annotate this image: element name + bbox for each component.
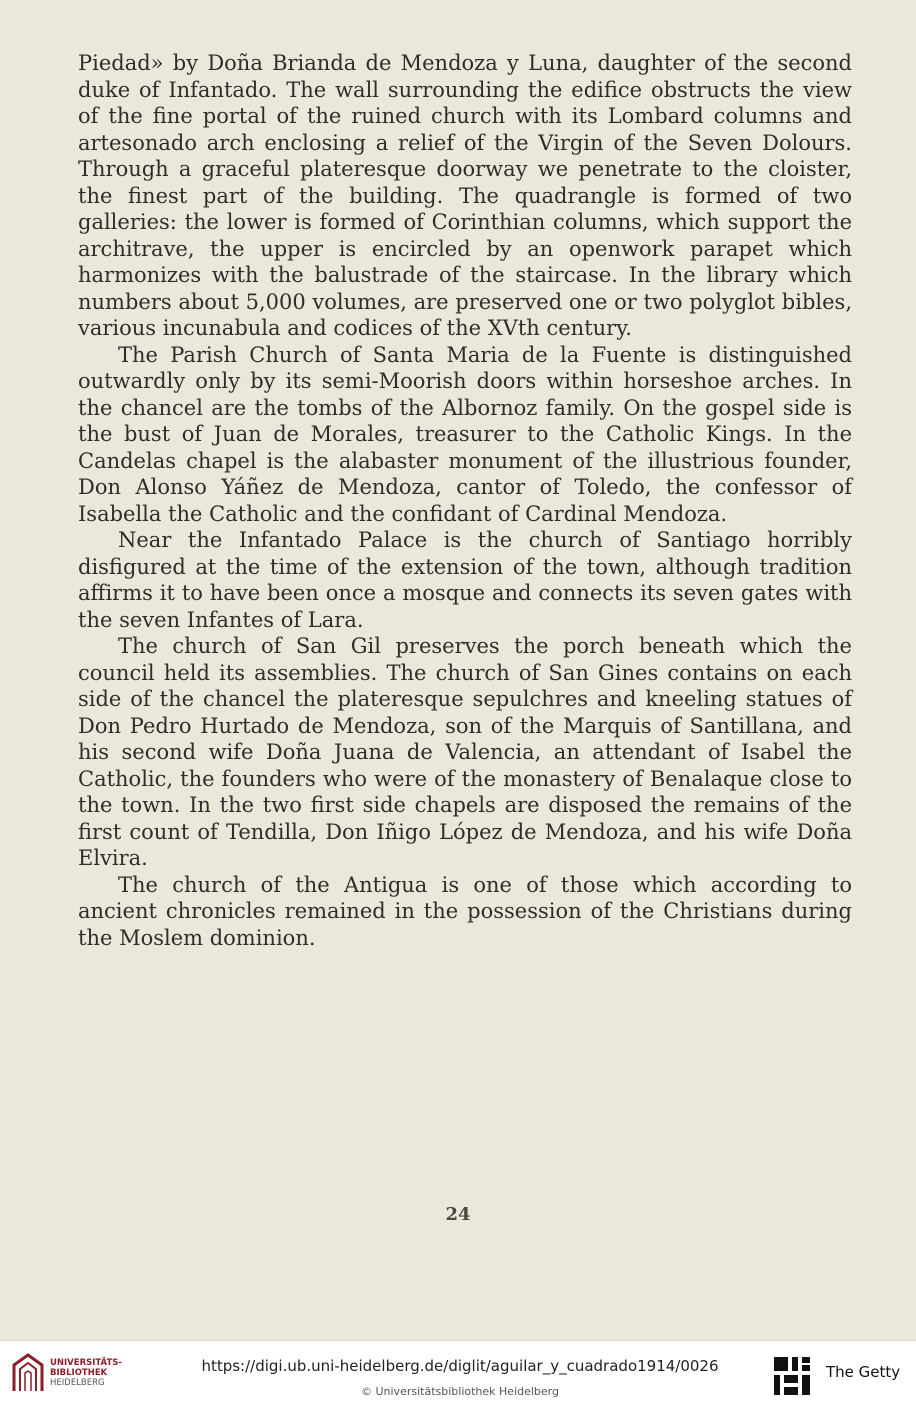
partner-name: The Getty	[826, 1363, 901, 1381]
paragraph: The church of San Gil preserves the porch beneath which the council held its assemblies. The church of San Gines contains on each side of the chancel the plateresque sepulchres and kneeling statues of Don Pedro Hurtado de Mendoza, son of the Marquis of Santillana, and his second wife Doña Juana de Valencia, an attendant of Isabel the Catholic, the founders who were of the monastery of Benalaque close to the town. In the two first side chapels are disposed the remains of the first count of Tendilla, Don Iñigo López de Mendoza, and his wife Doña Elvira.	[78, 634, 852, 870]
page-number: 24	[445, 1204, 471, 1225]
paragraph: The Parish Church of Santa Maria de la Fuente is distinguished outwardly only by its semi-Moorish doors within horseshoe arches. In the chancel are the tombs of the Albornoz family. On the gospel side is the bust of Juan de Morales, treasurer to the Catholic Kings. In the Candelas chapel is the alabaster monument of the illustrious founder, Don Alonso Yáñez de Mendoza, cantor of Toledo, the confessor of Isabella the Catholic and the confidant of Cardinal Mendoza.	[78, 342, 852, 526]
university-logo-icon	[10, 1351, 46, 1395]
viewer-footer	[0, 1340, 916, 1409]
getty-logo-icon	[772, 1355, 812, 1399]
body-text	[78, 50, 852, 951]
paragraph: Piedad» by Doña Brianda de Mendoza y Luna, daughter of the second duke of Infantado. The wall surrounding the edifice obstructs the view of the fine portal of the ruined church with its Lombard columns and artesonado arch enclosing a relief of the Virgin of the Seven Dolours. Through a graceful plateresque doorway we penetrate to the cloister, the finest part of the building. The quadrangle is formed of two galleries: the lower is formed of Corinthian columns, which support the architrave, the upper is encircled by an openwork parapet which harmonizes with the balustrade of the staircase. In the library which numbers about 5,000 volumes, are preserved one or two polyglot bibles, various incunabula and codices of the XVth century.	[78, 51, 852, 340]
paragraph: The church of the Antigua is one of those which according to ancient chronicles remained in the possession of the Christians during the Moslem dominion.	[78, 872, 852, 950]
library-name: UNIVERSITÄTS- BIBLIOTHEK HEIDELBERG	[50, 1358, 122, 1388]
document-url-link[interactable]: https://digi.ub.uni-heidelberg.de/diglit/aguilar_y_cuadrado1914/0026	[201, 1357, 719, 1375]
copyright-notice: © Universitätsbibliothek Heidelberg	[360, 1385, 559, 1398]
paragraph: Near the Infantado Palace is the church of Santiago horribly disfigured at the time of the extension of the town, although tradition affirms it to have been once a mosque and connects its seven gates with the seven Infantes of Lara.	[78, 528, 852, 632]
